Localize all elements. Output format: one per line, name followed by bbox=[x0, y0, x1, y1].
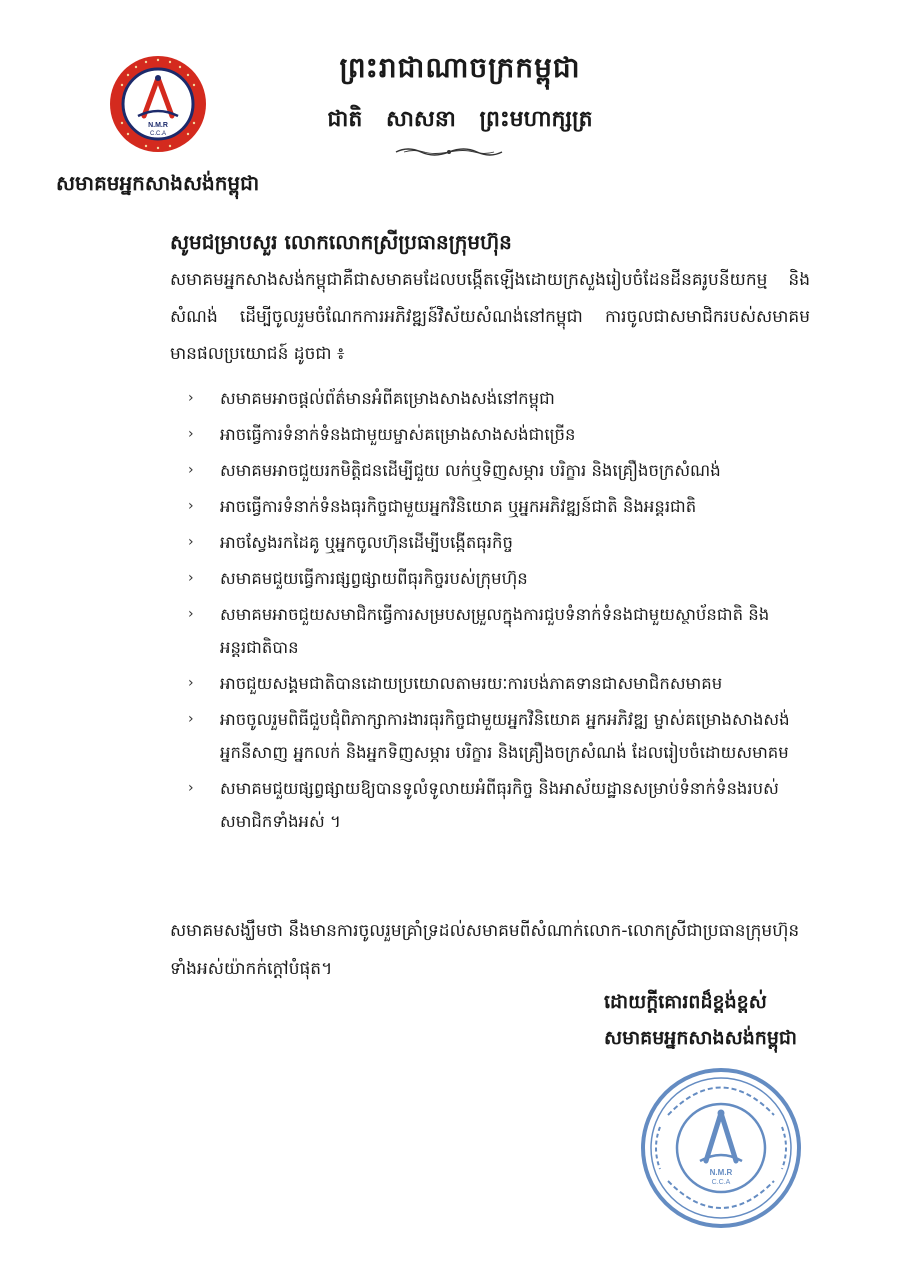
benefit-text: សមាគមអាចផ្តល់ព័ត៌មានអំពីគម្រោងសាងសង់នៅកម្ពុជា bbox=[220, 389, 555, 408]
official-stamp bbox=[638, 1065, 804, 1231]
association-name: សមាគមអ្នកសាងសង់កម្ពុជា bbox=[56, 171, 260, 195]
list-item bbox=[188, 562, 813, 595]
stamp-sub-text: C.C.A bbox=[711, 1179, 731, 1186]
list-item bbox=[188, 772, 813, 838]
list-item bbox=[188, 598, 813, 664]
letter-closing: សមាគមសង្ឃឹមថា នឹងមានការចូលរួមគ្រាំទ្រដល់សមាគមពីសំណាក់លោក-លោកស្រីជាប្រធានក្រុមហ៊ុនទាំងអស់យ៉ាកក់ក្តៅបំផុត។ bbox=[170, 921, 800, 979]
stamp-mark-text: N.M.R bbox=[709, 1168, 733, 1177]
chevron-right-icon: › bbox=[188, 498, 194, 514]
ornament-divider-icon bbox=[394, 144, 504, 158]
logo-sub-text: C.C.A bbox=[149, 131, 167, 137]
list-item bbox=[188, 490, 813, 523]
benefit-text: សមាគមជួយធ្វើការផ្សព្វផ្សាយពីធុរកិច្ចរបស់ក្រុមហ៊ុន bbox=[220, 569, 528, 588]
chevron-right-icon: › bbox=[188, 570, 194, 586]
list-item bbox=[188, 703, 813, 769]
benefit-text: អាចចូលរួមពិធីជួបជុំពិភាក្សាការងារធុរកិច្ចជាមួយអ្នកវិនិយោគ អ្នកអភិវឌ្ឍ ម្ចាស់គម្រោងសាងសង់ អ្នកនីសាញ អ្នកលក់ និងអ្នកទិញសម្ភារ បរិក្ខារ និងគ្រឿងចក្រសំណង់ ដែលរៀបចំដោយសមាគម bbox=[220, 710, 790, 762]
list-item bbox=[188, 454, 813, 487]
benefit-text: អាចធ្វើការទំនាក់ទំនងជាមួយម្ចាស់គម្រោងសាងសង់ជាច្រើន bbox=[220, 425, 576, 444]
chevron-right-icon: › bbox=[188, 462, 194, 478]
chevron-right-icon: › bbox=[188, 606, 194, 622]
kingdom-title: ព្រះរាជាណាចក្រកម្ពុជា bbox=[339, 51, 581, 84]
chevron-right-icon: › bbox=[188, 390, 194, 406]
benefit-text: អាចស្វែងរកដៃគូ ឬអ្នកចូលហ៊ុនដើម្បីបង្កើតធុរកិច្ច bbox=[220, 533, 513, 552]
benefit-text: អាចជួយសង្គមជាតិបានដោយប្រយោលតាមរយៈការបង់ភាគទានជាសមាជិកសមាគម bbox=[220, 674, 723, 693]
letter-intro: សមាគមអ្នកសាងសង់កម្ពុជាគឺជាសមាគមដែលបង្កើតឡើងដោយក្រសួងរៀបចំដែនដីនគរូបនីយកម្ម និងសំណង់ ដើម្បីចូលរួមចំណែកការអភិវឌ្ឍន៍វិស័យសំណង់នៅកម្ពុជា ការចូលជាសមាជិករបស់សមាគម មានផលប្រយោជន៍ ដូចជា ៖ bbox=[170, 270, 810, 364]
association-logo bbox=[108, 54, 208, 154]
logo-mark-text: N.M.R bbox=[148, 122, 168, 129]
list-item bbox=[188, 418, 813, 451]
list-item bbox=[188, 526, 813, 559]
list-item bbox=[188, 667, 813, 700]
chevron-right-icon: › bbox=[188, 780, 194, 796]
letter-greeting: សូមជម្រាបសួរ លោកលោកស្រីប្រធានក្រុមហ៊ុន bbox=[170, 230, 512, 254]
chevron-right-icon: › bbox=[188, 426, 194, 442]
benefit-text: សមាគមអាចជួយសមាជិកធ្វើការសម្របសម្រួលក្នុងការជួបទំនាក់ទំនងជាមួយស្ថាប័នជាតិ និងអន្តរជាតិបាន bbox=[220, 605, 770, 657]
national-motto: ជាតិ សាសនា ព្រះមហាក្សត្រ bbox=[327, 107, 593, 132]
chevron-right-icon: › bbox=[188, 675, 194, 691]
sign-off-line: ដោយក្តីគោរពដ៏ខ្ពង់ខ្ពស់ bbox=[604, 991, 767, 1013]
signatory-name: សមាគមអ្នកសាងសង់កម្ពុជា bbox=[604, 1027, 797, 1049]
stamp-seal-icon bbox=[638, 1065, 804, 1231]
benefits-list bbox=[188, 382, 813, 841]
list-item bbox=[188, 382, 813, 415]
benefit-text: អាចធ្វើការទំនាក់ទំនងធុរកិច្ចជាមួយអ្នកវិនិយោគ ឬអ្នកអភិវឌ្ឍន៍ជាតិ និងអន្តរជាតិ bbox=[220, 497, 697, 516]
benefit-text: សមាគមជួយផ្សព្វផ្សាយឱ្យបានទូលំទូលាយអំពីធុរកិច្ច និងអាស័យដ្ឋានសម្រាប់ទំនាក់ទំនងរបស់សមាជិកទាំងអស់ ។ bbox=[220, 779, 779, 831]
chevron-right-icon: › bbox=[188, 534, 194, 550]
logo-emblem-icon bbox=[108, 54, 208, 154]
chevron-right-icon: › bbox=[188, 711, 194, 727]
benefit-text: សមាគមអាចជួយរកមិត្តិជនដើម្បីជួយ លក់ឬទិញសម្ភារ បរិក្ខារ និងគ្រឿងចក្រសំណង់ bbox=[220, 461, 721, 480]
